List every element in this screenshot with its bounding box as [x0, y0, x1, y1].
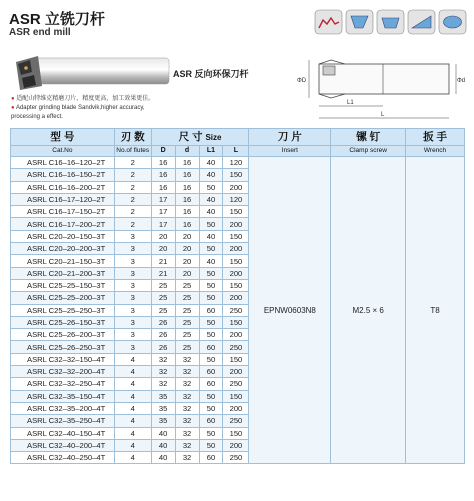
- cell-d: 25: [175, 316, 199, 328]
- cell-cat: ASRL C16–16–120–2T: [11, 157, 115, 169]
- cell-l1: 40: [199, 193, 223, 205]
- header-insert-cn: 刀 片: [249, 129, 331, 146]
- cell-l: 200: [223, 267, 249, 279]
- shoulder-milling-icon: [315, 10, 342, 34]
- cell-flutes: 3: [114, 292, 151, 304]
- cell-l: 200: [223, 439, 249, 451]
- cell-d: 16: [175, 169, 199, 181]
- cell-flutes: 3: [114, 316, 151, 328]
- cell-l: 150: [223, 316, 249, 328]
- cell-d: 16: [175, 218, 199, 230]
- cell-cat: ASRL C16–17–200–2T: [11, 218, 115, 230]
- cell-l1: 60: [199, 366, 223, 378]
- plunge-milling-icon: [377, 10, 404, 34]
- notes: [11, 95, 154, 122]
- cell-l: 200: [223, 218, 249, 230]
- cell-l: 200: [223, 181, 249, 193]
- cell-d: 32: [151, 378, 175, 390]
- cell-l: 250: [223, 304, 249, 316]
- cell-flutes: 4: [114, 378, 151, 390]
- cell-d: 20: [151, 230, 175, 242]
- cell-l1: 50: [199, 292, 223, 304]
- cell-cat: ASRL C32–35–200–4T: [11, 402, 115, 414]
- cell-d: 32: [151, 366, 175, 378]
- cell-l: 250: [223, 341, 249, 353]
- cell-cat: ASRL C16–16–150–2T: [11, 169, 115, 181]
- header-cat-en: Cat.No: [11, 146, 115, 157]
- cell-l1: 50: [199, 279, 223, 291]
- cell-d: 32: [175, 439, 199, 451]
- cell-d: 21: [151, 255, 175, 267]
- cell-l1: 50: [199, 181, 223, 193]
- cell-l1: 50: [199, 316, 223, 328]
- cell-d: 16: [151, 181, 175, 193]
- cell-d: 40: [151, 427, 175, 439]
- cell-l: 150: [223, 169, 249, 181]
- note-en-1: Adapter grinding blade Sandvik,higher accuracy,: [15, 105, 145, 111]
- cell-d: 17: [151, 193, 175, 205]
- cell-d: 25: [151, 304, 175, 316]
- cell-l1: 50: [199, 402, 223, 414]
- cell-cat: ASRL C16–17–120–2T: [11, 193, 115, 205]
- cell-l1: 40: [199, 255, 223, 267]
- header-dim-L1: L1: [199, 146, 223, 157]
- cell-d: 16: [175, 157, 199, 169]
- cell-l1: 50: [199, 390, 223, 402]
- cell-l1: 50: [199, 329, 223, 341]
- cell-cat: ASRL C25–26–200–3T: [11, 329, 115, 341]
- cell-l1: 60: [199, 378, 223, 390]
- cell-d: 32: [175, 366, 199, 378]
- cell-flutes: 3: [114, 230, 151, 242]
- cell-d: 32: [175, 353, 199, 365]
- cell-flutes: 3: [114, 341, 151, 353]
- cell-d: 35: [151, 415, 175, 427]
- cell-l: 200: [223, 366, 249, 378]
- header-dim-D: D: [151, 146, 175, 157]
- dim-small-d-label: Φd: [457, 78, 466, 84]
- header-cat-cn: 型 号: [11, 129, 115, 146]
- cell-l1: 40: [199, 206, 223, 218]
- cell-l1: 50: [199, 353, 223, 365]
- cell-d: 25: [151, 279, 175, 291]
- header-wrench-en: Wrench: [406, 146, 465, 157]
- cell-l1: 50: [199, 267, 223, 279]
- cell-d: 25: [151, 292, 175, 304]
- cell-flutes: 3: [114, 329, 151, 341]
- cell-l1: 50: [199, 243, 223, 255]
- cell-l1: 50: [199, 439, 223, 451]
- note-cn: 适配山特维克精磨刀片，精度更高，加工效果更佳。: [16, 96, 155, 102]
- cell-d: 32: [175, 427, 199, 439]
- slot-milling-icon: [346, 10, 373, 34]
- page-subtitle: ASR end mill: [9, 27, 71, 38]
- cell-l: 250: [223, 378, 249, 390]
- cell-d: 25: [175, 304, 199, 316]
- cell-flutes: 2: [114, 169, 151, 181]
- cell-l: 150: [223, 353, 249, 365]
- header-flutes-cn: 刃 数: [114, 129, 151, 146]
- cell-l: 120: [223, 157, 249, 169]
- cell-l: 200: [223, 243, 249, 255]
- cell-l: 150: [223, 255, 249, 267]
- header-screw-en: Clamp screw: [331, 146, 406, 157]
- cell-d: 32: [151, 353, 175, 365]
- page-title: ASR 立铣刀杆: [9, 11, 105, 28]
- cell-l1: 50: [199, 218, 223, 230]
- dimension-drawing: [293, 52, 466, 128]
- cell-cat: ASRL C20–21–200–3T: [11, 267, 115, 279]
- cell-l: 250: [223, 415, 249, 427]
- cell-l: 200: [223, 292, 249, 304]
- cell-d: 20: [175, 255, 199, 267]
- operation-icons: [313, 8, 469, 44]
- cell-d: 21: [151, 267, 175, 279]
- header-flutes-en: No.of flutes: [114, 146, 151, 157]
- cell-d: 32: [175, 402, 199, 414]
- header-wrench-cn: 扳 手: [406, 129, 465, 146]
- cell-flutes: 3: [114, 243, 151, 255]
- cell-d: 35: [151, 390, 175, 402]
- cell-flutes: 3: [114, 255, 151, 267]
- cell-cat: ASRL C32–35–250–4T: [11, 415, 115, 427]
- cell-d: 25: [175, 279, 199, 291]
- helical-milling-icon: [439, 10, 466, 34]
- cell-l: 150: [223, 206, 249, 218]
- cell-cat: ASRL C16–16–200–2T: [11, 181, 115, 193]
- cell-flutes: 4: [114, 390, 151, 402]
- ramping-icon: [408, 10, 435, 34]
- cell-d: 32: [175, 415, 199, 427]
- cell-l1: 50: [199, 427, 223, 439]
- cell-l: 150: [223, 279, 249, 291]
- cell-cat: ASRL C32–40–200–4T: [11, 439, 115, 451]
- cell-l: 200: [223, 402, 249, 414]
- dim-l1-label: L1: [347, 100, 354, 106]
- cell-cat: ASRL C20–21–150–3T: [11, 255, 115, 267]
- end-mill-photo: [12, 48, 172, 98]
- cell-l: 150: [223, 427, 249, 439]
- cell-cat: ASRL C32–32–200–4T: [11, 366, 115, 378]
- cell-flutes: 4: [114, 415, 151, 427]
- cell-d: 16: [151, 169, 175, 181]
- cell-l: 120: [223, 193, 249, 205]
- cell-l1: 60: [199, 304, 223, 316]
- cell-cat: ASRL C32–32–250–4T: [11, 378, 115, 390]
- cell-flutes: 2: [114, 206, 151, 218]
- cell-d: 20: [175, 230, 199, 242]
- cell-l: 250: [223, 452, 249, 464]
- cell-flutes: 4: [114, 366, 151, 378]
- cell-clamp-screw: M2.5 × 6: [331, 157, 406, 464]
- cell-d: 26: [151, 316, 175, 328]
- header-screw-cn: 镙 钉: [331, 129, 406, 146]
- cell-cat: ASRL C32–40–250–4T: [11, 452, 115, 464]
- cell-d: 20: [151, 243, 175, 255]
- dim-l-label: L: [381, 112, 385, 118]
- bullet-icon: ●: [11, 105, 15, 111]
- cell-flutes: 4: [114, 402, 151, 414]
- bullet-icon: ●: [11, 96, 15, 102]
- cell-flutes: 2: [114, 181, 151, 193]
- cell-l1: 40: [199, 157, 223, 169]
- cell-d: 17: [151, 206, 175, 218]
- cell-cat: ASRL C32–35–150–4T: [11, 390, 115, 402]
- spec-table-body: [11, 157, 465, 464]
- cell-flutes: 4: [114, 452, 151, 464]
- cell-l: 150: [223, 390, 249, 402]
- cell-flutes: 2: [114, 193, 151, 205]
- cell-l1: 60: [199, 452, 223, 464]
- cell-flutes: 3: [114, 304, 151, 316]
- header-size: 尺 寸 Size: [151, 129, 249, 146]
- cell-d: 16: [175, 193, 199, 205]
- cell-cat: ASRL C25–26–150–3T: [11, 316, 115, 328]
- cell-cat: ASRL C20–20–200–3T: [11, 243, 115, 255]
- cell-d: 25: [175, 341, 199, 353]
- cell-d: 35: [151, 402, 175, 414]
- cell-d: 16: [175, 206, 199, 218]
- cell-cat: ASRL C25–25–250–3T: [11, 304, 115, 316]
- cell-flutes: 4: [114, 427, 151, 439]
- note-en-2: processing a effect.: [11, 114, 63, 120]
- header-dim-L: L: [223, 146, 249, 157]
- cell-d: 32: [175, 452, 199, 464]
- cell-cat: ASRL C25–25–200–3T: [11, 292, 115, 304]
- dim-d-label: ΦD: [297, 78, 307, 84]
- cell-d: 16: [151, 157, 175, 169]
- cell-flutes: 2: [114, 157, 151, 169]
- cell-cat: ASRL C20–20–150–3T: [11, 230, 115, 242]
- cell-flutes: 3: [114, 279, 151, 291]
- cell-d: 17: [151, 218, 175, 230]
- header-dim-d: d: [175, 146, 199, 157]
- cell-wrench: T8: [406, 157, 465, 464]
- cell-l: 150: [223, 230, 249, 242]
- cell-d: 20: [175, 267, 199, 279]
- cell-d: 26: [151, 341, 175, 353]
- cell-d: 40: [151, 452, 175, 464]
- cell-l1: 40: [199, 230, 223, 242]
- cell-d: 26: [151, 329, 175, 341]
- cell-d: 25: [175, 292, 199, 304]
- cell-d: 16: [175, 181, 199, 193]
- cell-d: 25: [175, 329, 199, 341]
- cell-cat: ASRL C25–25–150–3T: [11, 279, 115, 291]
- cell-l: 200: [223, 329, 249, 341]
- cell-insert: EPNW0603N8: [249, 157, 331, 464]
- spec-table: [10, 128, 465, 464]
- cell-cat: ASRL C32–40–150–4T: [11, 427, 115, 439]
- cell-d: 32: [175, 390, 199, 402]
- cell-l1: 40: [199, 169, 223, 181]
- cell-l1: 60: [199, 415, 223, 427]
- table-row: [11, 157, 465, 169]
- cell-cat: ASRL C25–26–250–3T: [11, 341, 115, 353]
- cell-flutes: 3: [114, 267, 151, 279]
- cell-d: 20: [175, 243, 199, 255]
- tool-caption: ASR 反向环保刀杆: [173, 69, 249, 79]
- cell-l1: 60: [199, 341, 223, 353]
- cell-flutes: 4: [114, 439, 151, 451]
- cell-flutes: 2: [114, 218, 151, 230]
- cell-cat: ASRL C32–32–150–4T: [11, 353, 115, 365]
- cell-flutes: 4: [114, 353, 151, 365]
- cell-d: 32: [175, 378, 199, 390]
- header-insert-en: Insert: [249, 146, 331, 157]
- cell-d: 40: [151, 439, 175, 451]
- cell-cat: ASRL C16–17–150–2T: [11, 206, 115, 218]
